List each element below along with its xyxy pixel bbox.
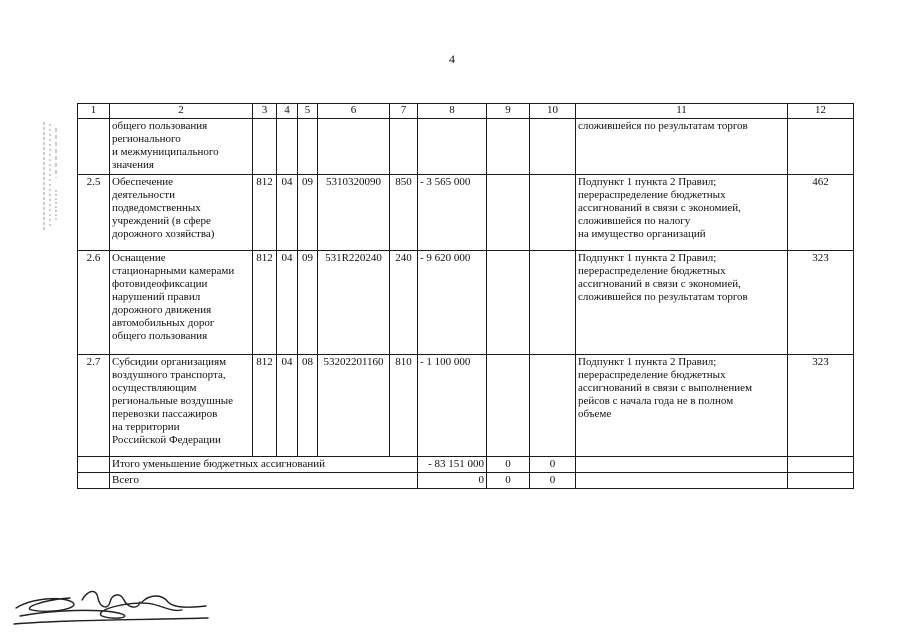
- cell-col4: 04: [277, 355, 298, 457]
- cell-col3: 812: [253, 251, 277, 355]
- header-row: [78, 104, 854, 119]
- budget-table: [77, 103, 854, 489]
- total-col9: 0: [487, 473, 530, 489]
- cell-col8: - 9 620 000: [418, 251, 487, 355]
- total-col8: 0: [418, 473, 487, 489]
- row-number: 2.5: [78, 175, 110, 251]
- total-row: [78, 457, 854, 473]
- total-col8: - 83 151 000: [418, 457, 487, 473]
- column-header: 5: [298, 104, 318, 119]
- cell-col8: [418, 119, 487, 175]
- cell-col10: [530, 175, 576, 251]
- column-header: 2: [110, 104, 253, 119]
- total-blank: [78, 473, 110, 489]
- item-name: Субсидии организациям воздушного транспорта, осуществляющим региональные воздушные перевозки пассажиров на территории Российской Федерации: [110, 355, 253, 457]
- cell-col11: Подпункт 1 пункта 2 Правил; перераспределение бюджетных ассигнований в связи с экономией, сложившейся по результатам торгов: [576, 251, 788, 355]
- row-number: 2.6: [78, 251, 110, 355]
- column-header: 1: [78, 104, 110, 119]
- table-row: [78, 175, 854, 251]
- cell-col8: - 1 100 000: [418, 355, 487, 457]
- total-col10: 0: [530, 457, 576, 473]
- row-number: 2.7: [78, 355, 110, 457]
- column-header: 3: [253, 104, 277, 119]
- table-row: [78, 119, 854, 175]
- column-header: 6: [318, 104, 390, 119]
- cell-col12: 323: [788, 251, 854, 355]
- side-stamp-marks: [38, 118, 64, 236]
- item-name: общего пользования регионального и межмуниципального значения: [110, 119, 253, 175]
- total-col11: [576, 457, 788, 473]
- cell-col8: - 3 565 000: [418, 175, 487, 251]
- cell-col3: 812: [253, 175, 277, 251]
- column-header: 9: [487, 104, 530, 119]
- table-row: [78, 251, 854, 355]
- cell-col6: 53202201160: [318, 355, 390, 457]
- cell-col3: [253, 119, 277, 175]
- column-header: 11: [576, 104, 788, 119]
- cell-col12: 462: [788, 175, 854, 251]
- item-name: Оснащение стационарными камерами фотовидеофиксации нарушений правил дорожного движения автомобильных дорог общего пользования: [110, 251, 253, 355]
- cell-col6: [318, 119, 390, 175]
- page-number: 4: [449, 52, 455, 66]
- cell-col7: 810: [390, 355, 418, 457]
- total-col12: [788, 457, 854, 473]
- column-header: 7: [390, 104, 418, 119]
- cell-col7: [390, 119, 418, 175]
- cell-col10: [530, 119, 576, 175]
- total-label: Всего: [110, 473, 418, 489]
- cell-col9: [487, 175, 530, 251]
- cell-col6: 531R220240: [318, 251, 390, 355]
- cell-col5: [298, 119, 318, 175]
- cell-col5: 09: [298, 175, 318, 251]
- cell-col11: Подпункт 1 пункта 2 Правил; перераспределение бюджетных ассигнований в связи с выполнением рейсов с начала года не в полном объеме: [576, 355, 788, 457]
- cell-col7: 850: [390, 175, 418, 251]
- cell-col9: [487, 251, 530, 355]
- cell-col5: 08: [298, 355, 318, 457]
- cell-col9: [487, 355, 530, 457]
- cell-col4: 04: [277, 175, 298, 251]
- cell-col12: [788, 119, 854, 175]
- cell-col4: [277, 119, 298, 175]
- cell-col7: 240: [390, 251, 418, 355]
- total-blank: [78, 457, 110, 473]
- cell-col3: 812: [253, 355, 277, 457]
- total-col12: [788, 473, 854, 489]
- cell-col6: 5310320090: [318, 175, 390, 251]
- total-row: [78, 473, 854, 489]
- cell-col5: 09: [298, 251, 318, 355]
- column-header: 4: [277, 104, 298, 119]
- cell-col4: 04: [277, 251, 298, 355]
- total-col10: 0: [530, 473, 576, 489]
- column-header: 12: [788, 104, 854, 119]
- row-number: [78, 119, 110, 175]
- cell-col11: сложившейся по результатам торгов: [576, 119, 788, 175]
- cell-col11: Подпункт 1 пункта 2 Правил; перераспределение бюджетных ассигнований в связи с экономией, сложившейся по налогу на имущество организаций: [576, 175, 788, 251]
- column-header: 8: [418, 104, 487, 119]
- cell-col10: [530, 355, 576, 457]
- item-name: Обеспечение деятельности подведомственных учреждений (в сфере дорожного хозяйства): [110, 175, 253, 251]
- total-col11: [576, 473, 788, 489]
- cell-col10: [530, 251, 576, 355]
- cell-col9: [487, 119, 530, 175]
- column-header: 10: [530, 104, 576, 119]
- total-col9: 0: [487, 457, 530, 473]
- table-row: [78, 355, 854, 457]
- cell-col12: 323: [788, 355, 854, 457]
- total-label: Итого уменьшение бюджетных ассигнований: [110, 457, 418, 473]
- signature-mark: [12, 580, 212, 630]
